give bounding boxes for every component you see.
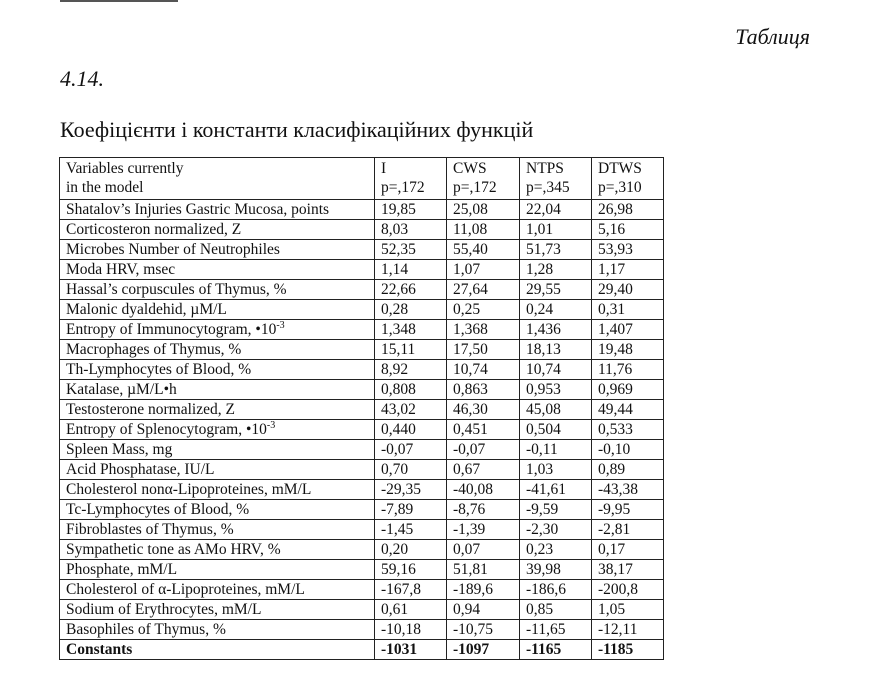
coefficients-table — [59, 157, 664, 660]
row-value-cell: 0,94 — [447, 600, 520, 620]
row-value-cell: 38,17 — [592, 560, 664, 580]
table-row — [60, 440, 664, 460]
row-value-cell: 53,93 — [592, 240, 664, 260]
row-variable-label: Tc-Lymphocytes of Blood, % — [66, 500, 250, 518]
row-value-cell: -200,8 — [592, 580, 664, 600]
row-value-cell: 0,24 — [520, 300, 592, 320]
table-row — [60, 420, 664, 440]
row-variable-name — [60, 640, 375, 660]
row-value-cell: -7,89 — [375, 500, 447, 520]
row-value-cell: 45,08 — [520, 400, 592, 420]
row-variable-label: Katalase, µM/L•h — [66, 380, 177, 398]
row-value-cell: 1,03 — [520, 460, 592, 480]
table-row — [60, 560, 664, 580]
table-row — [60, 380, 664, 400]
row-value-cell: 55,40 — [447, 240, 520, 260]
row-variable-name — [60, 440, 375, 460]
row-value-cell: 59,16 — [375, 560, 447, 580]
row-variable-name — [60, 240, 375, 260]
table-row — [60, 540, 664, 560]
row-value-cell: 8,03 — [375, 220, 447, 240]
row-value-cell: 0,953 — [520, 380, 592, 400]
row-value-cell: 0,85 — [520, 600, 592, 620]
header-col-i — [375, 158, 447, 200]
row-variable-label: Cholesterol of α-Lipoproteines, mM/L — [66, 580, 305, 598]
row-value-cell: 43,02 — [375, 400, 447, 420]
row-variable-label: Malonic dyaldehid, µM/L — [66, 300, 227, 318]
table-row — [60, 620, 664, 640]
row-variable-name — [60, 540, 375, 560]
row-variable-label: Microbes Number of Neutrophiles — [66, 240, 280, 258]
table-row — [60, 500, 664, 520]
header-col-name: DTWS — [598, 160, 642, 177]
row-value-cell: 0,23 — [520, 540, 592, 560]
table-number: 4.14. — [60, 66, 104, 91]
row-value-cell: -0,11 — [520, 440, 592, 460]
row-value-cell: -10,18 — [375, 620, 447, 640]
row-variable-name — [60, 620, 375, 640]
table-row — [60, 360, 664, 380]
row-variable-name — [60, 320, 375, 340]
row-value-cell: 0,07 — [447, 540, 520, 560]
row-variable-name — [60, 340, 375, 360]
row-variable-name — [60, 280, 375, 300]
row-value-cell: -0,07 — [375, 440, 447, 460]
row-value-cell: 0,28 — [375, 300, 447, 320]
row-variable-label: Spleen Mass, mg — [66, 440, 173, 458]
row-value-cell: 1,07 — [447, 260, 520, 280]
table-header-row — [60, 158, 664, 200]
header-col-p: p=,345 — [526, 179, 570, 196]
row-variable-name — [60, 260, 375, 280]
row-value-cell: 46,30 — [447, 400, 520, 420]
header-col-ntps — [520, 158, 592, 200]
row-variable-label: Macrophages of Thymus, % — [66, 340, 242, 358]
row-variable-exponent: -3 — [266, 419, 276, 431]
header-col-p: p=,172 — [381, 179, 425, 196]
row-value-cell: 29,40 — [592, 280, 664, 300]
header-col-p: p=,172 — [453, 179, 497, 196]
row-value-cell: 19,48 — [592, 340, 664, 360]
table-row — [60, 400, 664, 420]
row-value-cell: -0,10 — [592, 440, 664, 460]
table-row — [60, 340, 664, 360]
row-value-cell: 0,61 — [375, 600, 447, 620]
row-variable-label: Basophiles of Thymus, % — [66, 620, 226, 638]
table-row — [60, 580, 664, 600]
row-value-cell: -1185 — [592, 640, 664, 660]
row-value-cell: 19,85 — [375, 200, 447, 220]
row-value-cell: 0,808 — [375, 380, 447, 400]
row-variable-name — [60, 500, 375, 520]
row-variable-name — [60, 220, 375, 240]
header-variables-cell — [60, 158, 375, 200]
row-value-cell: -189,6 — [447, 580, 520, 600]
row-variable-name — [60, 560, 375, 580]
table-row — [60, 280, 664, 300]
row-value-cell: 15,11 — [375, 340, 447, 360]
row-variable-label: Fibroblastes of Thymus, % — [66, 520, 234, 538]
row-value-cell: 25,08 — [447, 200, 520, 220]
row-value-cell: 0,504 — [520, 420, 592, 440]
row-value-cell: 0,20 — [375, 540, 447, 560]
row-value-cell: 5,16 — [592, 220, 664, 240]
row-value-cell: 39,98 — [520, 560, 592, 580]
row-value-cell: 0,969 — [592, 380, 664, 400]
row-value-cell: -1165 — [520, 640, 592, 660]
row-value-cell: -186,6 — [520, 580, 592, 600]
row-value-cell: 0,451 — [447, 420, 520, 440]
row-value-cell: -1097 — [447, 640, 520, 660]
table-row — [60, 240, 664, 260]
header-col-name: NTPS — [526, 160, 564, 177]
row-variable-label: Th-Lymphocytes of Blood, % — [66, 360, 252, 378]
row-value-cell: 10,74 — [447, 360, 520, 380]
row-value-cell: 8,92 — [375, 360, 447, 380]
row-value-cell: -8,76 — [447, 500, 520, 520]
row-value-cell: -41,61 — [520, 480, 592, 500]
table-row — [60, 260, 664, 280]
row-variable-name — [60, 580, 375, 600]
row-value-cell: 49,44 — [592, 400, 664, 420]
row-variable-label: Sodium of Erythrocytes, mM/L — [66, 600, 262, 618]
row-variable-label: Cholesterol nonα-Lipoproteines, mM/L — [66, 480, 312, 498]
row-value-cell: -40,08 — [447, 480, 520, 500]
row-value-cell: 1,436 — [520, 320, 592, 340]
row-value-cell: 0,67 — [447, 460, 520, 480]
row-variable-name — [60, 420, 375, 440]
row-value-cell: 0,89 — [592, 460, 664, 480]
table-title: Коефіцієнти і константи класифікаційних функцій — [60, 117, 534, 142]
table-row — [60, 200, 664, 220]
table-row — [60, 220, 664, 240]
row-value-cell: -9,95 — [592, 500, 664, 520]
row-value-cell: 29,55 — [520, 280, 592, 300]
row-value-cell: 0,17 — [592, 540, 664, 560]
header-col-dtws — [592, 158, 664, 200]
row-value-cell: -1031 — [375, 640, 447, 660]
table-row — [60, 480, 664, 500]
row-value-cell: -0,07 — [447, 440, 520, 460]
row-variable-name — [60, 300, 375, 320]
row-value-cell: 0,31 — [592, 300, 664, 320]
row-value-cell: -10,75 — [447, 620, 520, 640]
row-variable-label: Acid Phosphatase, IU/L — [66, 460, 215, 478]
row-value-cell: 27,64 — [447, 280, 520, 300]
row-variable-name — [60, 200, 375, 220]
row-value-cell: 51,73 — [520, 240, 592, 260]
row-value-cell: -29,35 — [375, 480, 447, 500]
header-col-p: p=,310 — [598, 179, 642, 196]
row-variable-name — [60, 360, 375, 380]
table-row — [60, 320, 664, 340]
header-col-cws — [447, 158, 520, 200]
row-value-cell: 17,50 — [447, 340, 520, 360]
table-row — [60, 640, 664, 660]
row-value-cell: -2,81 — [592, 520, 664, 540]
row-value-cell: 18,13 — [520, 340, 592, 360]
row-value-cell: 1,368 — [447, 320, 520, 340]
row-variable-label: Sympathetic tone as AMo HRV, % — [66, 540, 281, 558]
table-row — [60, 600, 664, 620]
row-variable-label: Shatalov’s Injuries Gastric Mucosa, points — [66, 200, 330, 218]
row-value-cell: -1,45 — [375, 520, 447, 540]
row-variable-name — [60, 520, 375, 540]
row-value-cell: -11,65 — [520, 620, 592, 640]
row-value-cell: 1,14 — [375, 260, 447, 280]
row-variable-label: Corticosteron normalized, Z — [66, 220, 242, 238]
row-value-cell: -167,8 — [375, 580, 447, 600]
row-value-cell: 1,28 — [520, 260, 592, 280]
row-value-cell: 26,98 — [592, 200, 664, 220]
row-value-cell: 11,76 — [592, 360, 664, 380]
row-value-cell: 10,74 — [520, 360, 592, 380]
row-value-cell: 0,25 — [447, 300, 520, 320]
row-value-cell: 0,70 — [375, 460, 447, 480]
table-row — [60, 300, 664, 320]
row-value-cell: 51,81 — [447, 560, 520, 580]
row-variable-exponent: -3 — [276, 319, 285, 331]
row-variable-name — [60, 600, 375, 620]
row-variable-label: Phosphate, mM/L — [66, 560, 178, 578]
page-top-rule — [60, 0, 178, 2]
row-value-cell: 22,66 — [375, 280, 447, 300]
row-variable-label: Entropy of Immunocytogram, •10 — [66, 320, 277, 338]
row-value-cell: 0,863 — [447, 380, 520, 400]
row-variable-label: Moda HRV, msec — [66, 260, 176, 278]
row-variable-label: Entropy of Splenocytogram, •10 — [66, 420, 267, 438]
table-row — [60, 520, 664, 540]
row-value-cell: -43,38 — [592, 480, 664, 500]
row-value-cell: 0,533 — [592, 420, 664, 440]
table-row — [60, 460, 664, 480]
row-variable-name — [60, 480, 375, 500]
row-value-cell: 11,08 — [447, 220, 520, 240]
row-variable-name — [60, 380, 375, 400]
row-value-cell: 52,35 — [375, 240, 447, 260]
row-value-cell: -12,11 — [592, 620, 664, 640]
row-value-cell: -1,39 — [447, 520, 520, 540]
header-variables-line1: Variables currently — [66, 160, 184, 177]
row-value-cell: 1,01 — [520, 220, 592, 240]
row-value-cell: 1,348 — [375, 320, 447, 340]
row-value-cell: 1,407 — [592, 320, 664, 340]
row-variable-label: Testosterone normalized, Z — [66, 400, 235, 418]
table-caption-label: Таблиця — [735, 24, 810, 49]
row-value-cell: 1,17 — [592, 260, 664, 280]
header-variables-line2: in the model — [66, 179, 144, 196]
row-variable-name — [60, 460, 375, 480]
row-variable-label: Constants — [66, 640, 133, 658]
row-value-cell: -9,59 — [520, 500, 592, 520]
row-variable-name — [60, 400, 375, 420]
header-col-name: CWS — [453, 160, 487, 177]
row-variable-label: Hassal’s corpuscules of Thymus, % — [66, 280, 287, 298]
row-value-cell: 1,05 — [592, 600, 664, 620]
row-value-cell: -2,30 — [520, 520, 592, 540]
row-value-cell: 22,04 — [520, 200, 592, 220]
header-col-name: I — [381, 160, 387, 177]
row-value-cell: 0,440 — [375, 420, 447, 440]
